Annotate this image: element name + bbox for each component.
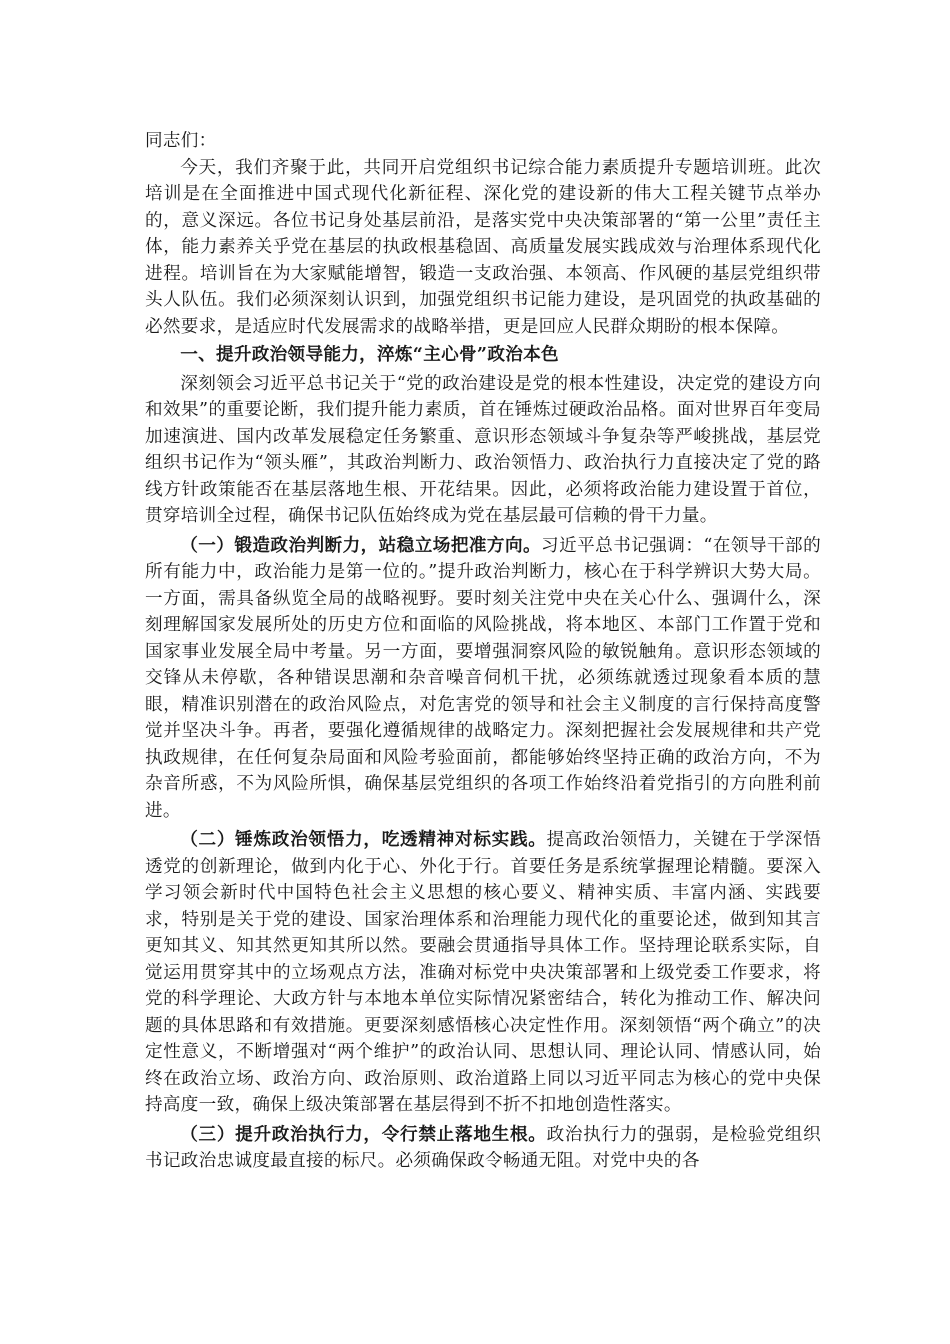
subsection-2-heading: （二）锤炼政治领悟力，吃透精神对标实践。 bbox=[180, 829, 547, 850]
subsection-3-heading: （三）提升政治执行力，令行禁止落地生根。 bbox=[180, 1123, 547, 1145]
salutation: 同志们： bbox=[145, 131, 217, 151]
subsection-3-paragraph bbox=[145, 1122, 821, 1175]
subsection-2-text: 提高政治领悟力，关键在于学深悟透党的创新理论，做到内化于心、外化于行。首要任务是系统掌握理论精髓。要深入学习领会新时代中国特色社会主义思想的核心要义、精神实质、丰富内涵、实践要求，特别是关于党的建设、国家治理体系和治理能力现代化的重要论述，做到知其言更知其义、知其然更知其所以然。要融会贯通指导具体工作。坚持理论联系实际，自觉运用贯穿其中的立场观点方法，准确对标党中央决策部署和上级党委工作要求，将党的科学理论、大政方针与本地本单位实际情况紧密结合，转化为推动工作、解决问题的具体思路和有效措施。更要深刻感悟核心决定性作用。深刻领悟“两个确立”的决定性意义，不断增强对“两个维护”的政治认同、思想认同、理论认同、情感认同，始终在政治立场、政治方向、政治原则、政治道路上同以习近平同志为核心的党中央保持高度一致，确保上级决策部署在基层得到不折不扣地创造性落实。 bbox=[145, 830, 821, 1115]
document-body bbox=[145, 128, 821, 1175]
subsection-1-text: 习近平总书记强调：“在领导干部的所有能力中，政治能力是第一位的。”提升政治判断力，核心在于科学辨识大势大局。一方面，需具备纵览全局的战略视野。要时刻关注党中央在关心什么、强调什么，深刻理解国家发展所处的历史方位和面临的风险挑战，将本地区、本部门工作置于党和国家事业发展全局中考量。另一方面，要增强洞察风险的敏锐触角。意识形态领域的交锋从未停歇，各种错误思潮和杂音噪音伺机干扰，必须练就透过现象看本质的慧眼，精准识别潜在的政治风险点，对危害党的领导和社会主义制度的言行保持高度警觉并坚决斗争。再者，要强化遵循规律的战略定力。深刻把握社会发展规律和共产党执政规律，在任何复杂局面和风险考验面前，都能够始终坚持正确的政治方向，不为杂音所惑，不为风险所惧，确保基层党组织的各项工作始终沿着党指引的方向胜利前进。 bbox=[145, 535, 821, 821]
subsection-3-text: 政治执行力的强弱，是检验党组织书记政治忠诚度最直接的标尺。必须确保政令畅通无阻。对党中央的各 bbox=[145, 1124, 821, 1171]
intro-paragraph: 今天，我们齐聚于此，共同开启党组织书记综合能力素质提升专题培训班。此次培训是在全面推进中国式现代化新征程、深化党的建设新的伟大工程关键节点举办的，意义深远。各位书记身处基层前沿，是落实党中央决策部署的“第一公里”责任主体，能力素养关乎党在基层的执政根基稳固、高质量发展实践成效与治理体系现代化进程。培训旨在为大家赋能增智，锻造一支政治强、本领高、作风硬的基层党组织带头人队伍。我们必须深刻认识到，加强党组织书记能力建设，是巩固党的执政基础的必然要求，是适应时代发展需求的战略举措，更是回应人民群众期盼的根本保障。 bbox=[145, 157, 821, 337]
subsection-1-paragraph bbox=[145, 533, 821, 825]
section-heading-1: 一、提升政治领导能力，淬炼“主心骨”政治本色 bbox=[180, 344, 559, 365]
section-1-paragraph: 深刻领会习近平总书记关于“党的政治建设是党的根本性建设，决定党的建设方向和效果”的重要论断，我们提升能力素质，首在锤炼过硬政治品格。面对世界百年变局加速演进、国内改革发展稳定任务繁重、意识形态领域斗争复杂等严峻挑战，基层党组织书记作为“领头雁”，其政治判断力、政治领悟力、政治执行力直接决定了党的路线方针政策能否在基层落地生根、开花结果。因此，必须将政治能力建设置于首位，贯穿培训全过程，确保书记队伍始终成为党在基层最可信赖的骨干力量。 bbox=[145, 373, 821, 526]
subsection-2-paragraph bbox=[145, 827, 821, 1119]
subsection-1-heading: （一）锻造政治判断力，站稳立场把准方向。 bbox=[180, 534, 542, 556]
